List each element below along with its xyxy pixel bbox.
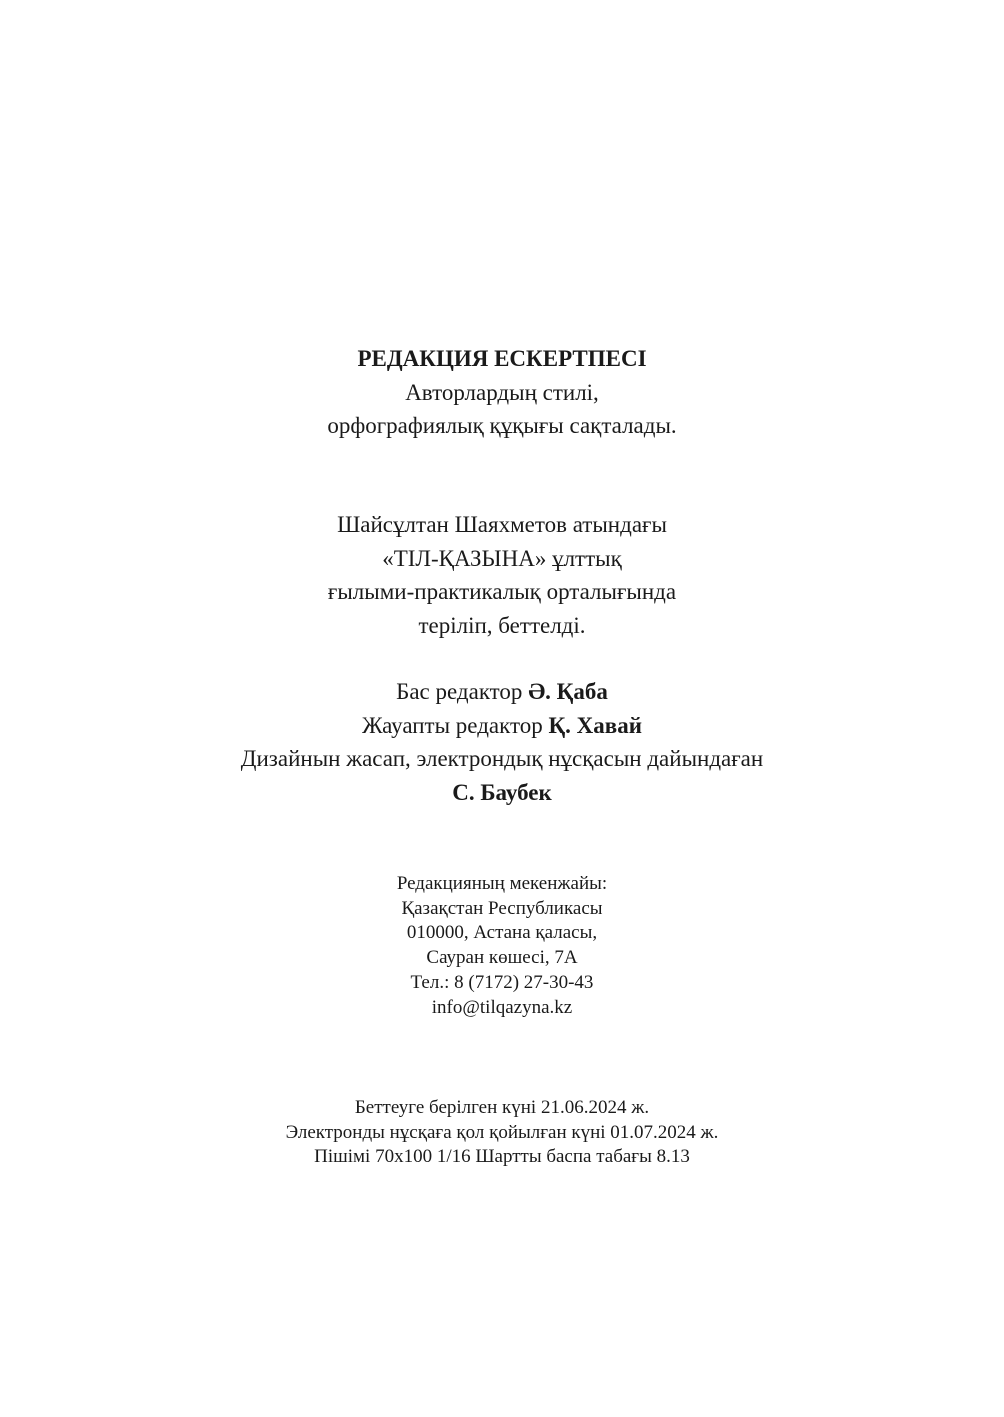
responsible-editor-name: Қ. Хавай <box>548 712 642 738</box>
address-city: 010000, Астана қаласы, <box>406 922 598 944</box>
address-email: info@tilqazyna.kz <box>431 996 573 1018</box>
responsible-editor-credit <box>0 709 1004 743</box>
typesetting-line-2: «ТІЛ-ҚАЗЫНА» ұлттық <box>382 545 622 571</box>
editorial-note-line-2: орфографиялық құқығы сақталады. <box>327 413 677 438</box>
typesetting-info <box>0 508 1004 642</box>
designer-label: Дизайнын жасап, электрондық нұсқасын дайындаған <box>240 746 764 771</box>
layout-date: Беттеуге берілген күні 21.06.2024 ж. <box>354 1097 650 1118</box>
chief-editor-credit <box>0 675 1004 709</box>
typesetting-line-4: терiлiп, беттелдi. <box>418 612 586 638</box>
editorial-note <box>0 342 1004 443</box>
typesetting-line-1: Шайсұлтан Шаяхметов атындағы <box>337 512 667 537</box>
chief-editor-name: Ә. Қаба <box>528 679 608 704</box>
editorial-note-title: РЕДАКЦИЯ ЕСКЕРТПЕСІ <box>357 346 647 371</box>
typesetting-line-3: ғылыми-практикалық орталығында <box>327 579 677 604</box>
staff-credits <box>0 675 1004 809</box>
address-heading: Редакцияның мекенжайы: <box>396 873 608 894</box>
publication-details <box>0 1096 1004 1170</box>
chief-editor-label: Бас редактор <box>396 679 529 704</box>
address-phone: Тел.: 8 (7172) 27-30-43 <box>410 971 594 993</box>
signed-date: Электронды нұсқаға қол қойылған күні 01.07.2024 ж. <box>285 1121 719 1143</box>
editorial-address <box>0 872 1004 1020</box>
address-country: Қазақстан Республикасы <box>401 897 603 919</box>
address-street: Сауран көшесі, 7А <box>426 947 578 969</box>
editorial-note-line-1: Авторлардың стилі, <box>405 379 599 405</box>
responsible-editor-label: Жауапты редактор <box>362 712 549 738</box>
print-format: Пішімі 70х100 1/16 Шартты баспа табағы 8.13 <box>314 1146 690 1168</box>
designer-name: С. Баубек <box>452 779 552 805</box>
